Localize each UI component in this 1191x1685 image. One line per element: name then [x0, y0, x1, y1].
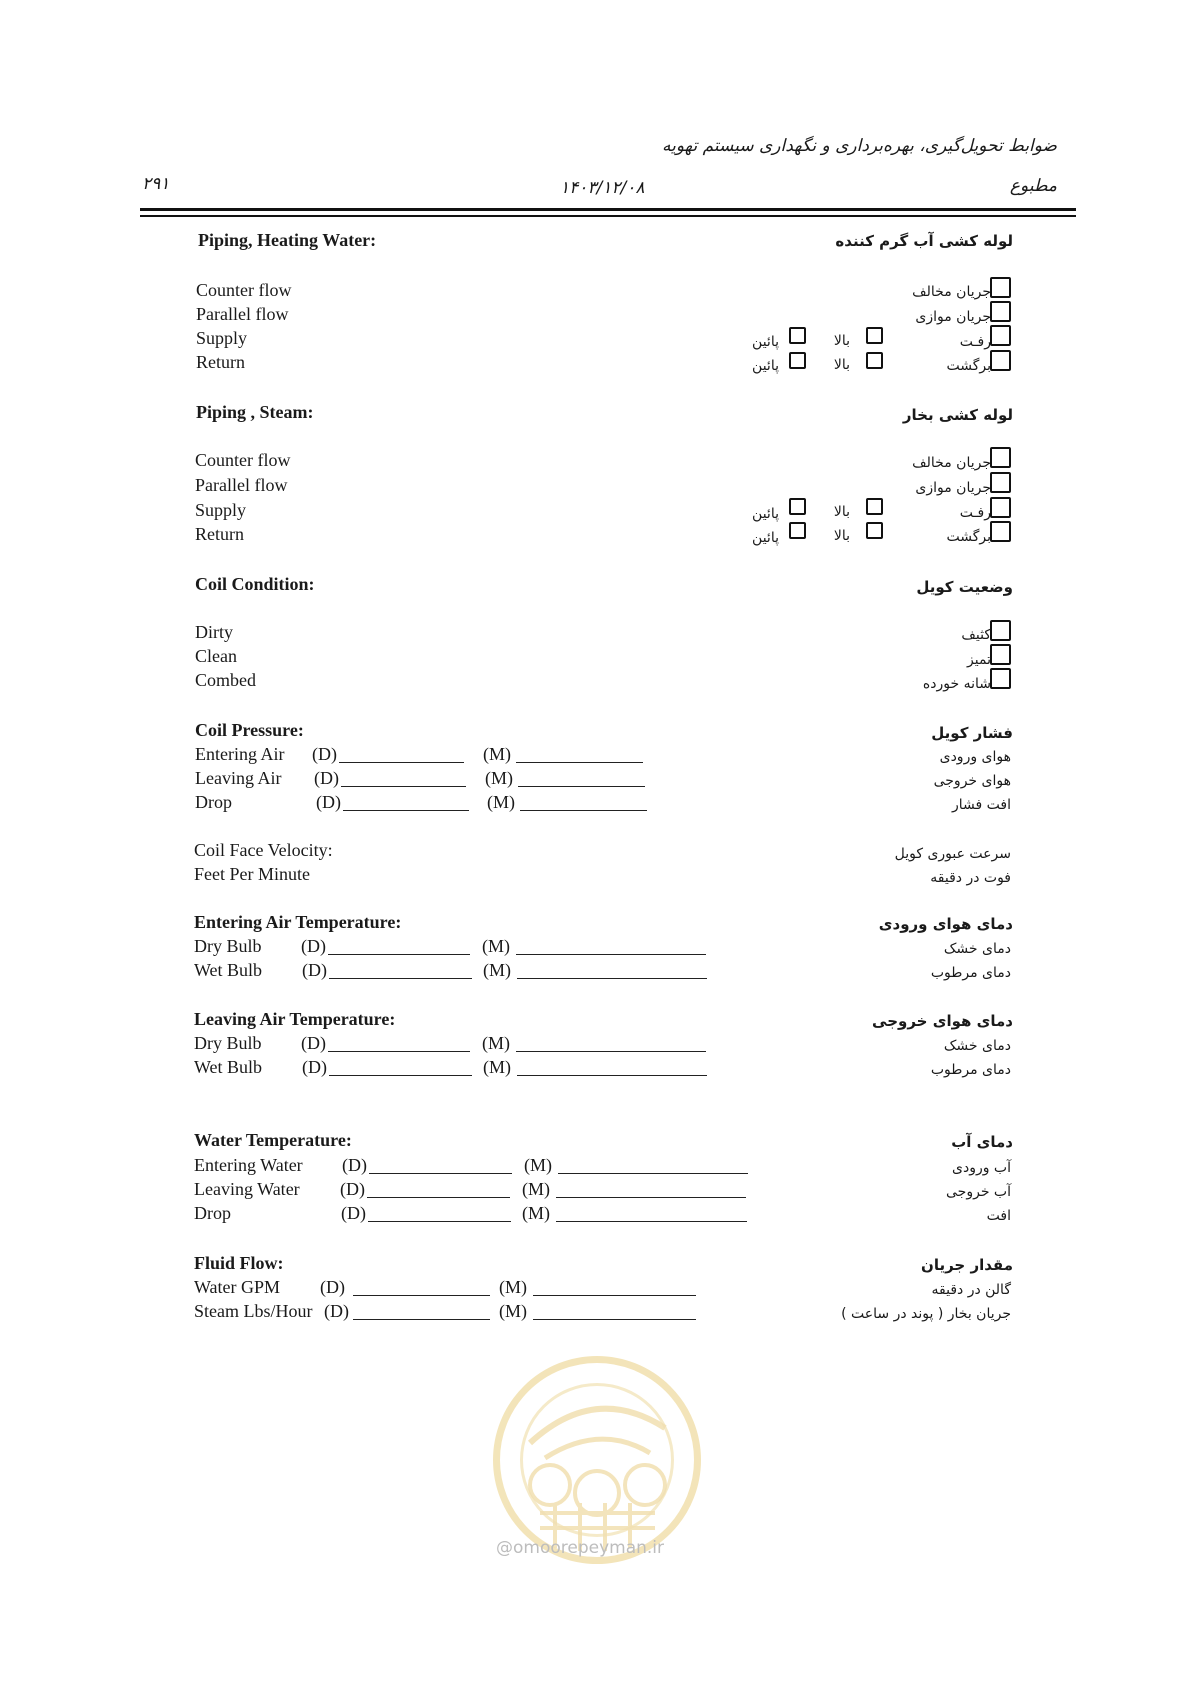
heating-parallel-flow: Parallel flow: [196, 304, 289, 324]
entering-wet-d: (D): [302, 960, 327, 980]
steam-return-checkbox[interactable]: [990, 521, 1011, 542]
pressure-drop-m-field[interactable]: [520, 810, 647, 811]
steam-return-up-checkbox[interactable]: [866, 522, 883, 539]
water-gpm: Water GPM: [194, 1277, 281, 1297]
water-gpm-d-field[interactable]: [353, 1295, 490, 1296]
entering-wet-d-field[interactable]: [329, 978, 472, 979]
leaving-water-m-field[interactable]: [556, 1197, 746, 1198]
leaving-air-title-fa: دمای هوای خروجی: [872, 1012, 1013, 1030]
face-velocity-label-en: Coil Face Velocity:: [194, 840, 333, 860]
entering-air-title-fa: دمای هوای ورودی: [878, 915, 1013, 933]
pressure-drop-m: (M): [487, 792, 515, 812]
leaving-wet-m: (M): [483, 1057, 511, 1077]
steam-lbs-m-field[interactable]: [533, 1319, 696, 1320]
steam-parallel-flow-fa: جریان موازی: [915, 480, 991, 496]
coil-condition-title-en: Coil Condition:: [195, 574, 315, 594]
coil-combed-fa: شانه خورده: [922, 676, 991, 692]
entering-dry-m-field[interactable]: [516, 954, 706, 955]
pressure-drop-d: (D): [316, 792, 341, 812]
pressure-leaving-m-field[interactable]: [518, 786, 645, 787]
publisher-name: مطبوع: [1009, 176, 1057, 196]
leaving-dry-d-field[interactable]: [328, 1051, 470, 1052]
steam-supply-checkbox[interactable]: [990, 497, 1011, 518]
coil-combed: Combed: [195, 670, 256, 690]
heating-parallel-flow-fa: جریان موازی: [915, 309, 991, 325]
heating-return-up-label: بالا: [833, 357, 850, 373]
coil-dirty-fa: کثیف: [961, 627, 991, 643]
water-drop-m-field[interactable]: [556, 1221, 747, 1222]
pressure-entering-d: (D): [312, 744, 337, 764]
entering-wet-m-field[interactable]: [517, 978, 707, 979]
pressure-entering-m: (M): [483, 744, 511, 764]
leaving-wet-d: (D): [302, 1057, 327, 1077]
steam-lbs-d-field[interactable]: [353, 1319, 490, 1320]
leaving-dry-bulb: Dry Bulb: [194, 1033, 262, 1053]
heating-supply-down-label: پائین: [752, 334, 779, 350]
header-rule-thin: [140, 215, 1076, 217]
fluid-flow-title-en: Fluid Flow:: [194, 1253, 284, 1273]
watermark-url: @omoorepeyman.ir: [496, 1538, 665, 1558]
pressure-drop: Drop: [195, 792, 232, 812]
header-rule-thick: [140, 208, 1076, 211]
heating-counter-flow-fa: جریان مخالف: [912, 284, 991, 300]
steam-title-en: Piping , Steam:: [196, 402, 314, 422]
heating-supply-up-checkbox[interactable]: [866, 327, 883, 344]
heating-parallel-flow-checkbox[interactable]: [990, 301, 1011, 322]
leaving-water-d: (D): [340, 1179, 365, 1199]
pressure-drop-fa: افت فشار: [952, 797, 1011, 813]
pressure-leaving-air: Leaving Air: [195, 768, 282, 788]
water-gpm-d: (D): [320, 1277, 345, 1297]
steam-lbs-d: (D): [324, 1301, 349, 1321]
heating-supply: Supply: [196, 328, 248, 348]
entering-air-title-en: Entering Air Temperature:: [194, 912, 402, 932]
heating-supply-checkbox[interactable]: [990, 325, 1011, 346]
pressure-leaving-air-fa: هوای خروجی: [933, 773, 1011, 789]
entering-water-d-field[interactable]: [369, 1173, 512, 1174]
heating-return-fa: برگشت: [946, 358, 991, 374]
leaving-dry-bulb-fa: دمای خشک: [943, 1038, 1011, 1054]
document-date: ۱۴۰۳/۱۲/۰۸: [560, 178, 645, 198]
heating-return: Return: [196, 352, 245, 372]
water-temp-title-en: Water Temperature:: [194, 1130, 352, 1150]
document-title: ضوابط تحویل‌گیری، بهره‌برداری و نگهداری سیستم تهویه: [661, 136, 1057, 156]
steam-counter-flow: Counter flow: [195, 450, 291, 470]
pressure-entering-air-fa: هوای ورودی: [939, 749, 1011, 765]
leaving-water-d-field[interactable]: [367, 1197, 510, 1198]
steam-counter-flow-checkbox[interactable]: [990, 447, 1011, 468]
leaving-dry-m: (M): [482, 1033, 510, 1053]
coil-pressure-title-fa: فشار کویل: [931, 724, 1013, 742]
heating-counter-flow-checkbox[interactable]: [990, 277, 1011, 298]
entering-water-fa: آب ورودی: [952, 1160, 1011, 1176]
pressure-entering-d-field[interactable]: [339, 762, 464, 763]
leaving-wet-bulb: Wet Bulb: [194, 1057, 263, 1077]
steam-supply-up-label: بالا: [833, 504, 850, 520]
entering-water-m-field[interactable]: [558, 1173, 748, 1174]
entering-dry-bulb-fa: دمای خشک: [943, 941, 1011, 957]
entering-wet-bulb: Wet Bulb: [194, 960, 263, 980]
fluid-flow-title-fa: مقدار جریان: [921, 1256, 1013, 1274]
feet-per-minute-label-en: Feet Per Minute: [194, 864, 310, 884]
heating-return-checkbox[interactable]: [990, 350, 1011, 371]
leaving-dry-m-field[interactable]: [516, 1051, 706, 1052]
pressure-entering-air: Entering Air: [195, 744, 285, 764]
steam-return-down-checkbox[interactable]: [789, 522, 806, 539]
entering-water-d: (D): [342, 1155, 367, 1175]
coil-combed-checkbox[interactable]: [990, 668, 1011, 689]
entering-dry-m: (M): [482, 936, 510, 956]
leaving-dry-d: (D): [301, 1033, 326, 1053]
entering-dry-d-field[interactable]: [328, 954, 470, 955]
heating-supply-down-checkbox[interactable]: [789, 327, 806, 344]
face-velocity-label-fa: سرعت عبوری کویل: [894, 846, 1011, 862]
entering-water: Entering Water: [194, 1155, 303, 1175]
leaving-water-m: (M): [522, 1179, 550, 1199]
steam-supply-down-label: پائین: [752, 506, 779, 522]
coil-dirty-checkbox[interactable]: [990, 620, 1011, 641]
steam-return-down-label: پائین: [752, 530, 779, 546]
steam-lbs-hour-fa: جریان بخار ( پوند در ساعت ): [841, 1306, 1011, 1322]
heating-supply-up-label: بالا: [833, 333, 850, 349]
heating-return-down-label: پائین: [752, 358, 779, 374]
coil-condition-title-fa: وضعیت کویل: [916, 578, 1013, 596]
leaving-wet-d-field[interactable]: [329, 1075, 472, 1076]
entering-water-m: (M): [524, 1155, 552, 1175]
entering-wet-m: (M): [483, 960, 511, 980]
water-drop: Drop: [194, 1203, 231, 1223]
coil-clean-fa: تمیز: [967, 652, 991, 668]
steam-return-fa: برگشت: [946, 529, 991, 545]
steam-lbs-hour: Steam Lbs/Hour: [194, 1301, 313, 1321]
steam-parallel-flow-checkbox[interactable]: [990, 472, 1011, 493]
heating-title-fa: لوله کشی آب گرم کننده: [835, 232, 1013, 250]
pressure-drop-d-field[interactable]: [343, 810, 469, 811]
pressure-leaving-d: (D): [314, 768, 339, 788]
entering-wet-bulb-fa: دمای مرطوب: [930, 965, 1011, 981]
water-gpm-fa: گالن در دقیقه: [931, 1282, 1011, 1298]
steam-supply-up-checkbox[interactable]: [866, 498, 883, 515]
steam-counter-flow-fa: جریان مخالف: [912, 455, 991, 471]
page-number: ۲۹۱: [142, 174, 170, 194]
coil-pressure-title-en: Coil Pressure:: [195, 720, 304, 740]
entering-dry-bulb: Dry Bulb: [194, 936, 262, 956]
heating-return-up-checkbox[interactable]: [866, 352, 883, 369]
entering-dry-d: (D): [301, 936, 326, 956]
leaving-water-fa: آب خروجی: [946, 1184, 1011, 1200]
water-drop-d-field[interactable]: [368, 1221, 511, 1222]
coil-clean: Clean: [195, 646, 237, 666]
heating-title-en: Piping, Heating Water:: [198, 230, 377, 250]
leaving-wet-m-field[interactable]: [517, 1075, 707, 1076]
water-gpm-m: (M): [499, 1277, 527, 1297]
coil-clean-checkbox[interactable]: [990, 644, 1011, 665]
pressure-leaving-d-field[interactable]: [341, 786, 466, 787]
steam-supply-fa: رفـت: [959, 505, 991, 521]
leaving-air-title-en: Leaving Air Temperature:: [194, 1009, 396, 1029]
water-drop-m: (M): [522, 1203, 550, 1223]
steam-return: Return: [195, 524, 244, 544]
steam-lbs-m: (M): [499, 1301, 527, 1321]
heating-return-down-checkbox[interactable]: [789, 352, 806, 369]
leaving-water: Leaving Water: [194, 1179, 300, 1199]
heating-supply-fa: رفـت: [959, 334, 991, 350]
water-drop-fa: افت: [986, 1208, 1011, 1224]
steam-parallel-flow: Parallel flow: [195, 475, 288, 495]
steam-return-up-label: بالا: [833, 528, 850, 544]
steam-title-fa: لوله کشی بخار: [902, 406, 1013, 424]
heating-counter-flow: Counter flow: [196, 280, 292, 300]
water-temp-title-fa: دمای آب: [951, 1133, 1013, 1151]
water-gpm-m-field[interactable]: [533, 1295, 696, 1296]
steam-supply: Supply: [195, 500, 247, 520]
water-drop-d: (D): [341, 1203, 366, 1223]
pressure-leaving-m: (M): [485, 768, 513, 788]
coil-dirty: Dirty: [195, 622, 233, 642]
steam-supply-down-checkbox[interactable]: [789, 498, 806, 515]
pressure-entering-m-field[interactable]: [516, 762, 643, 763]
feet-per-minute-label-fa: فوت در دقیقه: [930, 870, 1011, 886]
leaving-wet-bulb-fa: دمای مرطوب: [930, 1062, 1011, 1078]
watermark-logo: [493, 1356, 701, 1564]
